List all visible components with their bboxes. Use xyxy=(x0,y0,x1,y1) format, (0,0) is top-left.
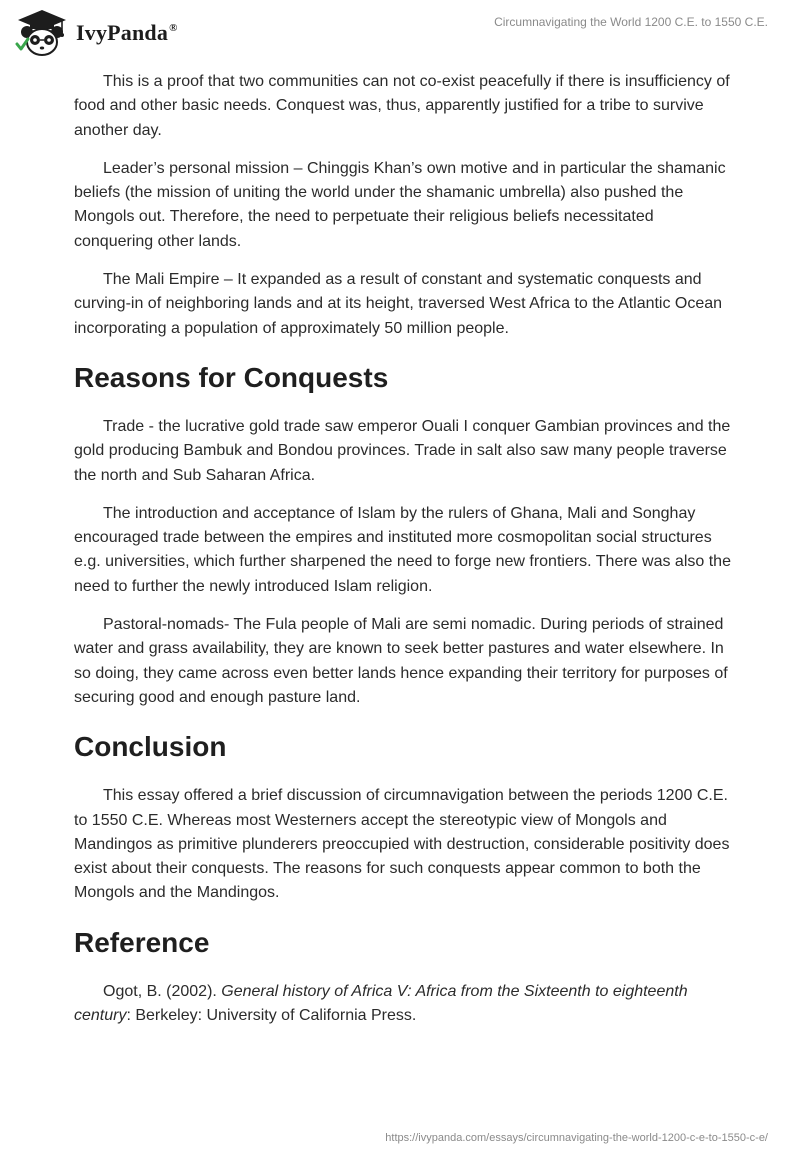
reference-heading: Reference xyxy=(74,926,210,958)
reasons-paragraph-1: Trade - the lucrative gold trade saw emperor Ouali I conquer Gambian provinces and the gold producing Bambuk and Bondou provinces. Trade in salt also saw many people traverse the north and Sub Saharan Africa. xyxy=(74,417,731,484)
source-url[interactable]: https://ivypanda.com/essays/circumnavigating-the-world-1200-c-e-to-1550-c-e/ xyxy=(385,1132,768,1144)
reference-entry xyxy=(74,980,734,1029)
page-header xyxy=(0,0,800,70)
reference-title: General history of Africa V: Africa from the Sixteenth to eighteenth century xyxy=(74,982,688,1025)
reference-publisher: : Berkeley: University of California Press. xyxy=(126,1007,417,1025)
document-title: Circumnavigating the World 1200 C.E. to 1550 C.E. xyxy=(494,15,768,29)
ivypanda-logo[interactable] xyxy=(14,8,178,58)
reasons-paragraph-2: The introduction and acceptance of Islam by the rulers of Ghana, Mali and Songhay encouraged trade between the empires and instituted more cosmopolitan social structures e.g. universities, which further sharpened the need to forge new frontiers. There was also the need to further the newly introduced Islam religion. xyxy=(74,504,731,595)
conclusion-heading: Conclusion xyxy=(74,731,227,763)
body-paragraph-3: The Mali Empire – It expanded as a result of constant and systematic conquests and curving-in of neighboring lands and at its height, traversed West Africa to the Atlantic Ocean incorporating a population of approximately 50 million people. xyxy=(74,271,723,337)
reference-author: Ogot, B. (2002). xyxy=(103,982,222,1000)
body-paragraph-2: Leader’s personal mission – Chinggis Khan’s own motive and in particular the shamanic beliefs (the mission of uniting the world under the shamanic umbrella) also pushed the Mongols out. Therefore, the need to perpetuate their religious beliefs necessitated conquering other lands. xyxy=(74,159,726,250)
panda-graduate-icon xyxy=(14,8,70,58)
reasons-heading: Reasons for Conquests xyxy=(74,361,389,393)
conclusion-paragraph: This essay offered a brief discussion of circumnavigation between the periods 1200 C.E. to 1550 C.E. Whereas most Westerners accept the stereotypic view of Mongols and Mandingos as primitive plunderers preoccupied with destruction, considerable positivity does exist about their conquests. The reasons for such conquests appear common to both the Mongols and the Mandingos. xyxy=(74,787,730,902)
reasons-paragraph-3: Pastoral-nomads- The Fula people of Mali are semi nomadic. During periods of strained water and grass availability, they are known to seek better pastures and water elsewhere. In so doing, they came across even better lands hence expanding their territory for purposes of securing good and enough pasture land. xyxy=(74,616,728,706)
essay-content xyxy=(74,70,734,1042)
logo-wordmark: IvyPanda® xyxy=(76,20,178,45)
body-paragraph-1: This is a proof that two communities can not co-exist peacefully if there is insufficiency of food and other basic needs. Conquest was, thus, apparently justified for a tribe to survive another day. xyxy=(74,73,730,139)
